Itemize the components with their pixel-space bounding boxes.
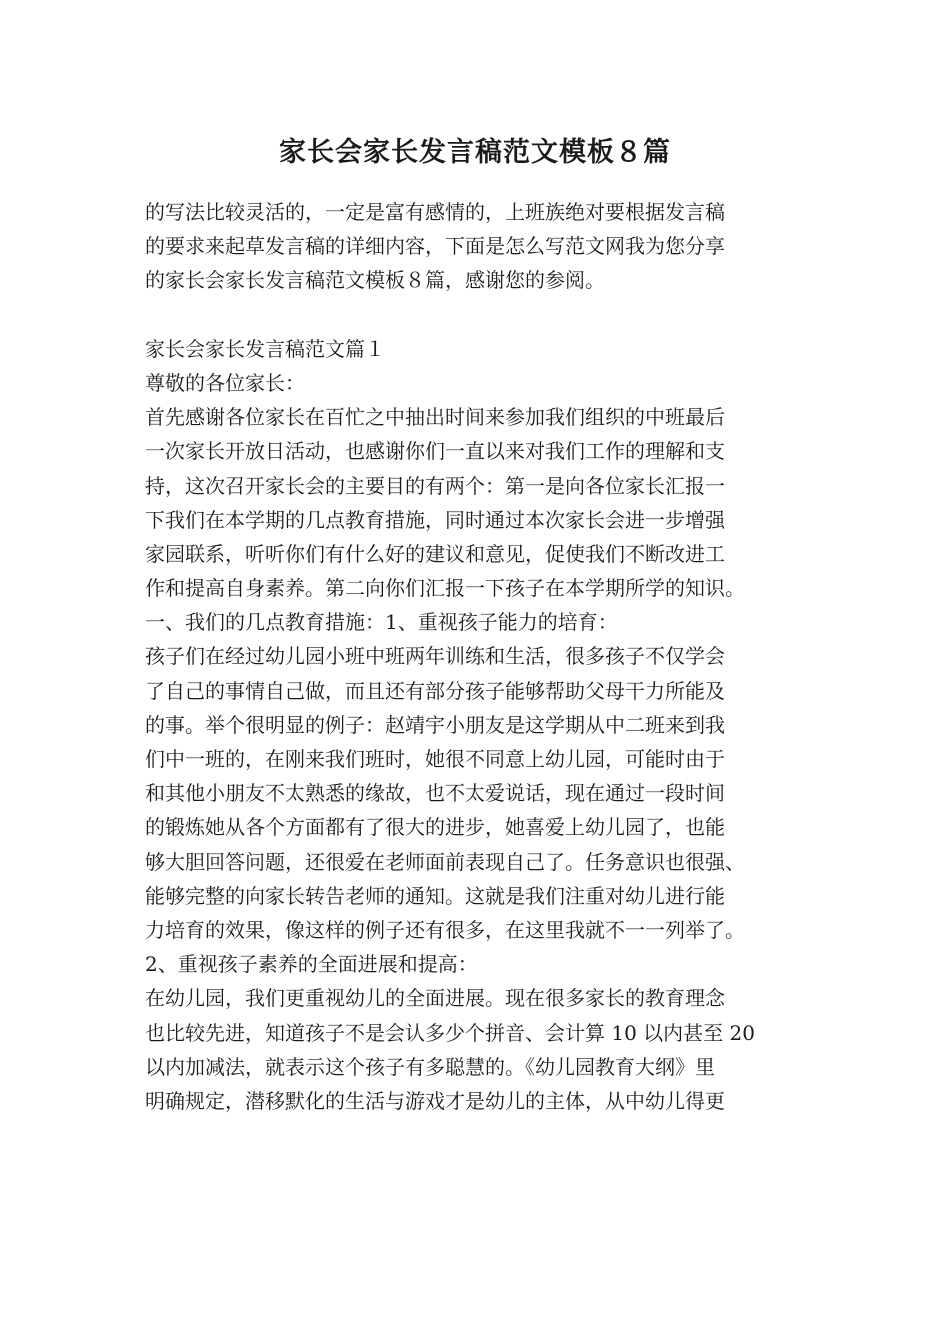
paragraph-line: 了自己的事情自己做，而且还有部分孩子能够帮助父母干力所能及 [145,678,725,703]
paragraph-line: 明确规定，潜移默化的生活与游戏才是幼儿的主体，从中幼儿得更 [145,1088,725,1113]
paragraph-line: 们中一班的，在刚来我们班时，她很不同意上幼儿园，可能时由于 [145,747,725,771]
paragraph-line: 下我们在本学期的几点教育措施，同时通过本次家长会进一步增强 [145,507,725,532]
paragraph-line: 一次家长开放日活动，也感谢你们一直以来对我们工作的理解和支 [145,439,725,464]
paragraph-line: 力培育的效果，像这样的例子还有很多，在这里我就不一一列举了。 [145,917,745,942]
paragraph-line: 能够完整的向家长转告老师的通知。这就是我们注重对幼儿进行能 [145,883,725,908]
salutation: 尊敬的各位家长： [145,370,305,395]
paragraph-line: 作和提高自身素养。第二向你们汇报一下孩子在本学期所学的知识。 [145,576,745,601]
intro-line: 的家长会家长发言稿范文模板８篇，感谢您的参阅。 [145,268,605,293]
point-heading: 一、我们的几点教育措施：1、重视孩子能力的培育： [145,610,618,635]
intro-line: 的要求来起草发言稿的详细内容，下面是怎么写范文网我为您分享 [145,234,725,259]
paragraph-line: 持，这次召开家长会的主要目的有两个：第一是向各位家长汇报一 [145,473,725,498]
intro-line: 的写法比较灵活的，一定是富有感情的，上班族绝对要根据发言稿 [145,200,725,224]
paragraph-line: 家园联系，听听你们有什么好的建议和意见，促使我们不断改进工 [145,541,725,566]
blank-line [145,298,825,332]
document-title: 家长会家长发言稿范文模板８篇 [279,137,671,168]
paragraph-line: 够大胆回答问题，还很爱在老师面前表现自己了。任务意识也很强、 [145,849,745,874]
paragraph-line: 和其他小朋友不太熟悉的缘故，也不太爱说话，现在通过一段时间 [145,781,725,806]
paragraph-line: 首先感谢各位家长在百忙之中抽出时间来参加我们组织的中班最后 [145,405,725,430]
paragraph-line: 的锻炼她从各个方面都有了很大的进步，她喜爱上幼儿园了，也能 [145,815,725,840]
section-heading: 家长会家长发言稿范文篇１ [145,336,385,361]
paragraph-line: 在幼儿园，我们更重视幼儿的全面进展。现在很多家长的教育理念 [145,986,725,1011]
document-body [145,195,825,1118]
paragraph-line: 以内加减法，就表示这个孩子有多聪慧的。《幼儿园教育大纲》里 [145,1054,715,1079]
paragraph-line: 也比较先进，知道孩子不是会认多少个拼音、会计算 10 以内甚至 20 [145,1020,755,1045]
paragraph-line: 的事。举个很明显的例子：赵靖宇小朋友是这学期从中二班来到我 [145,712,725,737]
point-heading: 2、重视孩子素养的全面进展和提高： [145,952,478,977]
paragraph-line: 孩子们在经过幼儿园小班中班两年训练和生活，很多孩子不仅学会 [145,644,725,669]
